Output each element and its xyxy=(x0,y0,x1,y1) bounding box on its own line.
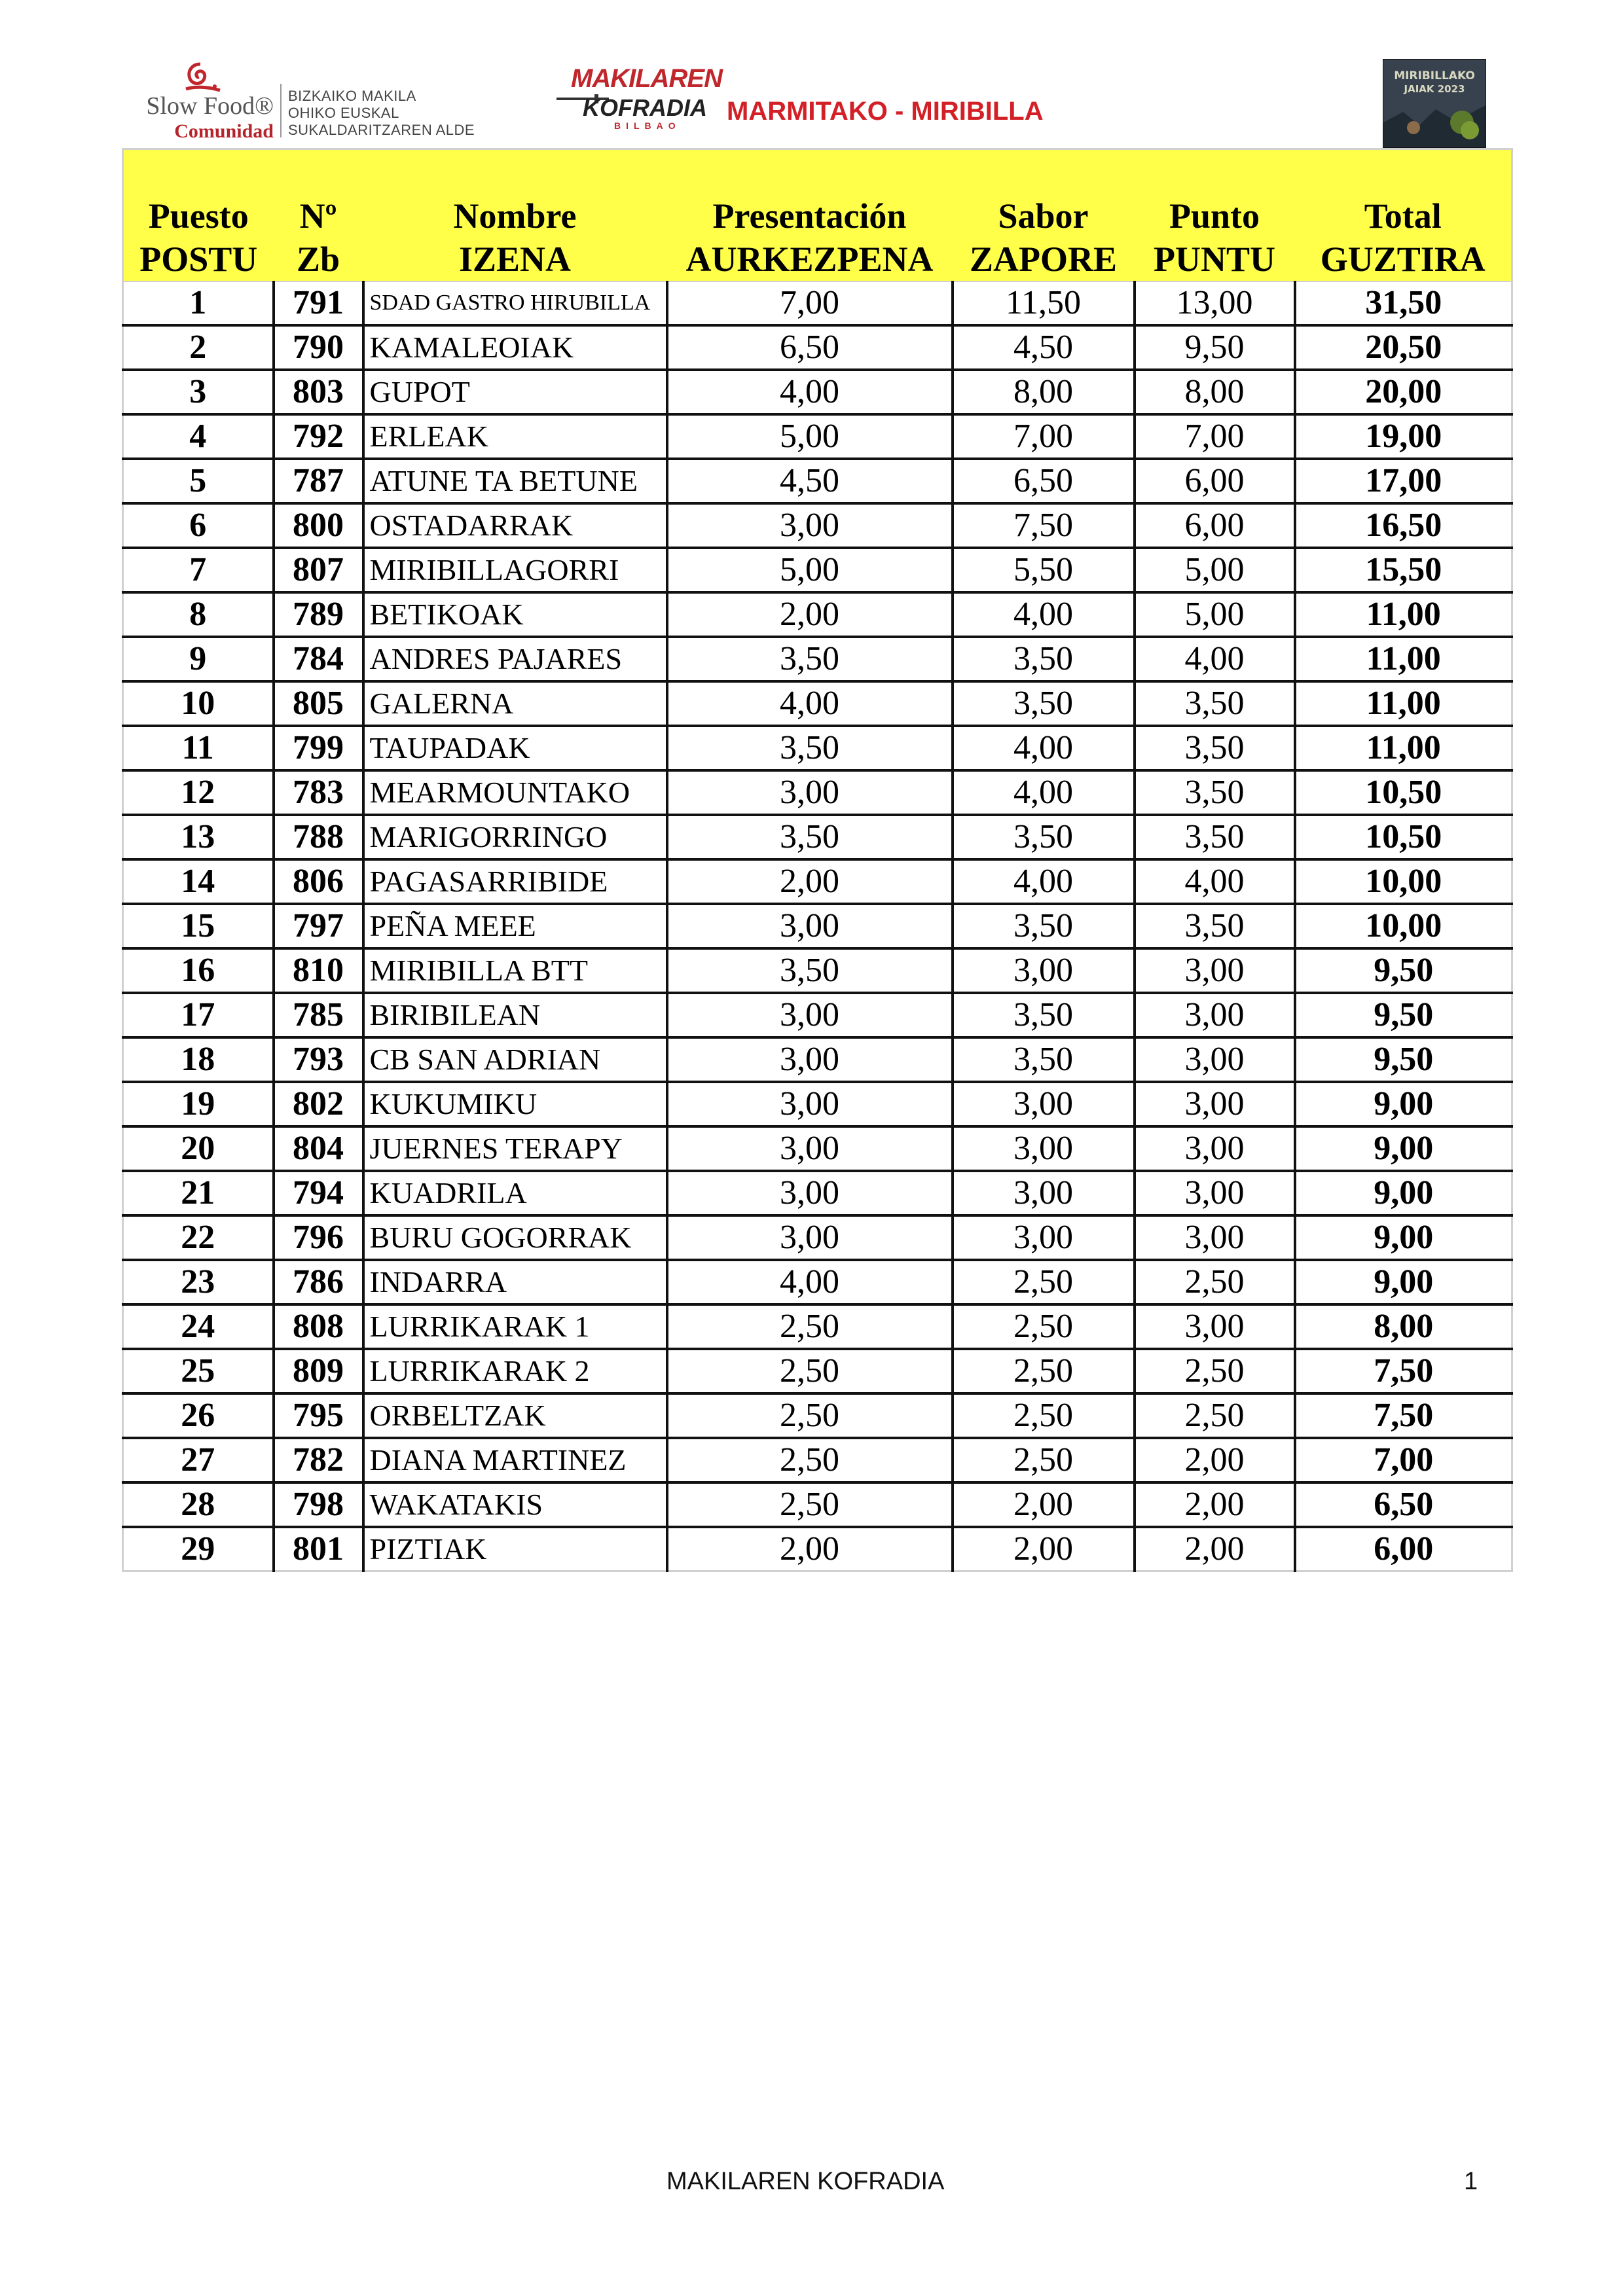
cell-position: 11 xyxy=(123,726,274,770)
cell-total: 20,00 xyxy=(1295,370,1512,414)
cell-presentation: 3,00 xyxy=(667,1082,953,1126)
cell-presentation: 7,00 xyxy=(667,281,953,325)
cell-doneness: 2,00 xyxy=(1135,1438,1295,1482)
cell-presentation: 2,00 xyxy=(667,592,953,637)
slow-food-community-text xyxy=(288,88,475,139)
cell-doneness: 3,50 xyxy=(1135,681,1295,726)
cell-doneness: 9,50 xyxy=(1135,325,1295,370)
cell-number: 796 xyxy=(274,1215,363,1260)
event-poster-graphic xyxy=(1383,60,1486,147)
cell-position: 5 xyxy=(123,459,274,503)
cell-doneness: 3,00 xyxy=(1135,993,1295,1037)
cell-flavor: 2,00 xyxy=(953,1482,1135,1527)
cell-doneness: 2,50 xyxy=(1135,1393,1295,1438)
cell-number: 803 xyxy=(274,370,363,414)
cell-flavor: 4,00 xyxy=(953,859,1135,904)
cell-team-name: PEÑA MEEE xyxy=(363,904,667,948)
cell-doneness: 3,00 xyxy=(1135,1126,1295,1171)
cell-total: 6,00 xyxy=(1295,1527,1512,1571)
community-line: OHIKO EUSKAL xyxy=(288,105,399,121)
table-row xyxy=(123,548,1512,592)
cell-number: 785 xyxy=(274,993,363,1037)
cell-doneness: 13,00 xyxy=(1135,281,1295,325)
cell-number: 801 xyxy=(274,1527,363,1571)
cell-presentation: 3,00 xyxy=(667,1126,953,1171)
cell-flavor: 3,50 xyxy=(953,993,1135,1037)
cell-team-name: MARIGORRINGO xyxy=(363,815,667,859)
cell-position: 6 xyxy=(123,503,274,548)
cell-doneness: 5,00 xyxy=(1135,592,1295,637)
cell-presentation: 3,00 xyxy=(667,904,953,948)
table-row xyxy=(123,1126,1512,1171)
cell-position: 20 xyxy=(123,1126,274,1171)
cell-team-name: PIZTIAK xyxy=(363,1527,667,1571)
table-row xyxy=(123,414,1512,459)
table-row xyxy=(123,904,1512,948)
cell-presentation: 4,50 xyxy=(667,459,953,503)
cell-total: 9,00 xyxy=(1295,1260,1512,1304)
cell-flavor: 2,00 xyxy=(953,1527,1135,1571)
cell-flavor: 7,50 xyxy=(953,503,1135,548)
cell-number: 783 xyxy=(274,770,363,815)
cell-team-name: KUKUMIKU xyxy=(363,1082,667,1126)
cell-position: 21 xyxy=(123,1171,274,1215)
cell-total: 8,00 xyxy=(1295,1304,1512,1349)
table-row xyxy=(123,859,1512,904)
cell-team-name: ANDRES PAJARES xyxy=(363,637,667,681)
cell-doneness: 3,50 xyxy=(1135,770,1295,815)
cell-doneness: 8,00 xyxy=(1135,370,1295,414)
cell-total: 16,50 xyxy=(1295,503,1512,548)
table-row xyxy=(123,281,1512,325)
cell-presentation: 3,00 xyxy=(667,770,953,815)
cell-team-name: ORBELTZAK xyxy=(363,1393,667,1438)
cell-presentation: 2,50 xyxy=(667,1438,953,1482)
cell-total: 17,00 xyxy=(1295,459,1512,503)
cell-flavor: 4,00 xyxy=(953,726,1135,770)
cell-doneness: 7,00 xyxy=(1135,414,1295,459)
cell-flavor: 2,50 xyxy=(953,1438,1135,1482)
cell-doneness: 4,00 xyxy=(1135,859,1295,904)
cell-team-name: KAMALEOIAK xyxy=(363,325,667,370)
cell-presentation: 2,50 xyxy=(667,1393,953,1438)
cell-doneness: 6,00 xyxy=(1135,459,1295,503)
cell-presentation: 3,50 xyxy=(667,637,953,681)
cell-total: 11,00 xyxy=(1295,592,1512,637)
cell-number: 807 xyxy=(274,548,363,592)
cell-team-name: MEARMOUNTAKO xyxy=(363,770,667,815)
cell-position: 17 xyxy=(123,993,274,1037)
table-row xyxy=(123,1304,1512,1349)
cell-position: 23 xyxy=(123,1260,274,1304)
cell-doneness: 4,00 xyxy=(1135,637,1295,681)
cell-position: 15 xyxy=(123,904,274,948)
cell-number: 794 xyxy=(274,1171,363,1215)
table-row xyxy=(123,1393,1512,1438)
column-header-position: Puesto POSTU xyxy=(123,149,274,282)
column-header-doneness: Punto PUNTU xyxy=(1135,149,1295,282)
cell-team-name: KUADRILA xyxy=(363,1171,667,1215)
cell-team-name: BIRIBILEAN xyxy=(363,993,667,1037)
cell-position: 27 xyxy=(123,1438,274,1482)
cell-flavor: 4,00 xyxy=(953,592,1135,637)
cell-total: 11,00 xyxy=(1295,637,1512,681)
makilaren-logo-middle: KOFRADIA xyxy=(583,94,707,121)
cell-team-name: BETIKOAK xyxy=(363,592,667,637)
cell-presentation: 2,50 xyxy=(667,1482,953,1527)
cell-presentation: 3,00 xyxy=(667,1215,953,1260)
table-row xyxy=(123,681,1512,726)
cell-total: 7,50 xyxy=(1295,1349,1512,1393)
cell-presentation: 5,00 xyxy=(667,414,953,459)
cell-team-name: JUERNES TERAPY xyxy=(363,1126,667,1171)
cell-presentation: 2,50 xyxy=(667,1349,953,1393)
cell-team-name: LURRIKARAK 1 xyxy=(363,1304,667,1349)
cell-position: 28 xyxy=(123,1482,274,1527)
table-row xyxy=(123,637,1512,681)
table-row xyxy=(123,1082,1512,1126)
table-row xyxy=(123,1438,1512,1482)
table-row xyxy=(123,1482,1512,1527)
cell-team-name: BURU GOGORRAK xyxy=(363,1215,667,1260)
cell-position: 26 xyxy=(123,1393,274,1438)
cell-total: 15,50 xyxy=(1295,548,1512,592)
cell-position: 25 xyxy=(123,1349,274,1393)
cell-position: 4 xyxy=(123,414,274,459)
cell-doneness: 3,00 xyxy=(1135,948,1295,993)
cell-presentation: 4,00 xyxy=(667,681,953,726)
cell-doneness: 3,50 xyxy=(1135,815,1295,859)
cell-number: 791 xyxy=(274,281,363,325)
cell-position: 10 xyxy=(123,681,274,726)
cell-position: 29 xyxy=(123,1527,274,1571)
cell-position: 19 xyxy=(123,1082,274,1126)
cell-team-name: GUPOT xyxy=(363,370,667,414)
cell-presentation: 3,50 xyxy=(667,815,953,859)
column-header-name: Nombre IZENA xyxy=(363,149,667,282)
cell-flavor: 3,50 xyxy=(953,637,1135,681)
cell-doneness: 2,00 xyxy=(1135,1482,1295,1527)
table-row xyxy=(123,325,1512,370)
cell-team-name: INDARRA xyxy=(363,1260,667,1304)
makilaren-logo-top: MAKILAREN xyxy=(571,64,722,93)
cell-flavor: 3,00 xyxy=(953,1171,1135,1215)
cell-position: 22 xyxy=(123,1215,274,1260)
cell-presentation: 3,00 xyxy=(667,993,953,1037)
cell-flavor: 4,00 xyxy=(953,770,1135,815)
cell-doneness: 6,00 xyxy=(1135,503,1295,548)
cell-flavor: 2,50 xyxy=(953,1393,1135,1438)
cell-total: 7,50 xyxy=(1295,1393,1512,1438)
cell-total: 10,00 xyxy=(1295,904,1512,948)
cell-doneness: 2,50 xyxy=(1135,1260,1295,1304)
cell-number: 789 xyxy=(274,592,363,637)
cell-flavor: 11,50 xyxy=(953,281,1135,325)
cell-team-name: ATUNE TA BETUNE xyxy=(363,459,667,503)
cell-number: 784 xyxy=(274,637,363,681)
cell-number: 786 xyxy=(274,1260,363,1304)
cell-presentation: 2,00 xyxy=(667,859,953,904)
cell-team-name: TAUPADAK xyxy=(363,726,667,770)
cell-number: 800 xyxy=(274,503,363,548)
cell-doneness: 3,00 xyxy=(1135,1304,1295,1349)
cell-total: 9,00 xyxy=(1295,1171,1512,1215)
community-line: BIZKAIKO MAKILA xyxy=(288,88,416,104)
cell-presentation: 2,00 xyxy=(667,1527,953,1571)
cell-position: 16 xyxy=(123,948,274,993)
cell-team-name: SDAD GASTRO HIRUBILLA xyxy=(363,281,667,325)
cell-total: 9,00 xyxy=(1295,1082,1512,1126)
column-header-number: Nº Zb xyxy=(274,149,363,282)
table-row xyxy=(123,770,1512,815)
cell-doneness: 3,00 xyxy=(1135,1171,1295,1215)
cell-number: 804 xyxy=(274,1126,363,1171)
cell-number: 802 xyxy=(274,1082,363,1126)
cell-flavor: 3,00 xyxy=(953,948,1135,993)
table-row xyxy=(123,815,1512,859)
table-row xyxy=(123,1349,1512,1393)
cell-position: 14 xyxy=(123,859,274,904)
table-row xyxy=(123,459,1512,503)
cell-doneness: 3,00 xyxy=(1135,1082,1295,1126)
event-poster-image xyxy=(1383,59,1486,148)
cell-flavor: 3,50 xyxy=(953,904,1135,948)
slow-food-subtitle: Comunidad xyxy=(174,120,274,142)
slow-food-title: Slow Food® xyxy=(146,92,274,120)
cell-presentation: 3,50 xyxy=(667,726,953,770)
column-header-total: Total GUZTIRA xyxy=(1295,149,1512,282)
cell-doneness: 3,50 xyxy=(1135,726,1295,770)
cell-flavor: 3,50 xyxy=(953,1037,1135,1082)
cell-presentation: 2,50 xyxy=(667,1304,953,1349)
makilaren-kofradia-logo xyxy=(556,63,722,135)
cell-doneness: 3,50 xyxy=(1135,904,1295,948)
cell-presentation: 3,50 xyxy=(667,948,953,993)
cell-total: 9,50 xyxy=(1295,948,1512,993)
cell-flavor: 2,50 xyxy=(953,1349,1135,1393)
cell-presentation: 3,00 xyxy=(667,1171,953,1215)
results-table xyxy=(122,148,1513,1572)
logo-divider xyxy=(280,84,282,137)
cell-position: 8 xyxy=(123,592,274,637)
table-row xyxy=(123,993,1512,1037)
column-header-presentation: Presentación AURKEZPENA xyxy=(667,149,953,282)
table-row xyxy=(123,726,1512,770)
cell-team-name: GALERNA xyxy=(363,681,667,726)
cell-position: 1 xyxy=(123,281,274,325)
svg-text:MIRIBILLAKO: MIRIBILLAKO xyxy=(1394,69,1475,82)
results-table-container xyxy=(122,148,1511,1572)
cell-position: 9 xyxy=(123,637,274,681)
cell-total: 10,50 xyxy=(1295,815,1512,859)
cell-flavor: 3,50 xyxy=(953,815,1135,859)
table-row xyxy=(123,1260,1512,1304)
cell-presentation: 3,00 xyxy=(667,503,953,548)
document-title: MARMITAKO - MIRIBILLA xyxy=(727,97,1044,126)
cell-flavor: 7,00 xyxy=(953,414,1135,459)
cell-presentation: 6,50 xyxy=(667,325,953,370)
footer-organization: MAKILAREN KOFRADIA xyxy=(666,2168,945,2195)
cell-position: 12 xyxy=(123,770,274,815)
cell-doneness: 3,00 xyxy=(1135,1215,1295,1260)
cell-flavor: 6,50 xyxy=(953,459,1135,503)
cell-team-name: DIANA MARTINEZ xyxy=(363,1438,667,1482)
table-row xyxy=(123,948,1512,993)
cell-total: 9,50 xyxy=(1295,993,1512,1037)
cell-total: 20,50 xyxy=(1295,325,1512,370)
cell-flavor: 4,50 xyxy=(953,325,1135,370)
table-row xyxy=(123,1215,1512,1260)
page-number: 1 xyxy=(1464,2168,1478,2195)
results-table-body xyxy=(123,281,1512,1571)
cell-flavor: 2,50 xyxy=(953,1304,1135,1349)
cell-flavor: 8,00 xyxy=(953,370,1135,414)
cell-team-name: PAGASARRIBIDE xyxy=(363,859,667,904)
cell-doneness: 2,50 xyxy=(1135,1349,1295,1393)
cell-number: 798 xyxy=(274,1482,363,1527)
community-line: SUKALDARITZAREN ALDE xyxy=(288,122,475,138)
table-row xyxy=(123,1037,1512,1082)
cell-total: 9,00 xyxy=(1295,1215,1512,1260)
slow-food-logo xyxy=(143,55,274,147)
cell-presentation: 4,00 xyxy=(667,370,953,414)
cell-position: 24 xyxy=(123,1304,274,1349)
cell-presentation: 5,00 xyxy=(667,548,953,592)
cell-number: 793 xyxy=(274,1037,363,1082)
cell-number: 788 xyxy=(274,815,363,859)
cell-flavor: 3,00 xyxy=(953,1082,1135,1126)
cell-flavor: 5,50 xyxy=(953,548,1135,592)
cell-number: 808 xyxy=(274,1304,363,1349)
cell-number: 795 xyxy=(274,1393,363,1438)
table-row xyxy=(123,1527,1512,1571)
cell-number: 782 xyxy=(274,1438,363,1482)
cell-position: 3 xyxy=(123,370,274,414)
cell-doneness: 2,00 xyxy=(1135,1527,1295,1571)
cell-total: 11,00 xyxy=(1295,726,1512,770)
cell-presentation: 4,00 xyxy=(667,1260,953,1304)
table-header-row xyxy=(123,149,1512,282)
table-row xyxy=(123,503,1512,548)
cell-position: 2 xyxy=(123,325,274,370)
cell-position: 18 xyxy=(123,1037,274,1082)
cell-number: 799 xyxy=(274,726,363,770)
cell-team-name: LURRIKARAK 2 xyxy=(363,1349,667,1393)
cell-position: 13 xyxy=(123,815,274,859)
cell-total: 9,00 xyxy=(1295,1126,1512,1171)
cell-team-name: WAKATAKIS xyxy=(363,1482,667,1527)
makilaren-logo-bottom: BILBAO xyxy=(614,120,681,131)
cell-team-name: MIRIBILLAGORRI xyxy=(363,548,667,592)
cell-number: 792 xyxy=(274,414,363,459)
svg-text:JAIAK 2023: JAIAK 2023 xyxy=(1404,83,1465,95)
cell-doneness: 5,00 xyxy=(1135,548,1295,592)
cell-total: 10,50 xyxy=(1295,770,1512,815)
cell-number: 806 xyxy=(274,859,363,904)
cell-doneness: 3,00 xyxy=(1135,1037,1295,1082)
cell-team-name: OSTADARRAK xyxy=(363,503,667,548)
cell-team-name: ERLEAK xyxy=(363,414,667,459)
cell-total: 19,00 xyxy=(1295,414,1512,459)
column-header-flavor: Sabor ZAPORE xyxy=(953,149,1135,282)
cell-flavor: 3,00 xyxy=(953,1215,1135,1260)
cell-number: 805 xyxy=(274,681,363,726)
table-row xyxy=(123,370,1512,414)
cell-number: 790 xyxy=(274,325,363,370)
table-row xyxy=(123,592,1512,637)
cell-total: 10,00 xyxy=(1295,859,1512,904)
cell-number: 787 xyxy=(274,459,363,503)
cell-flavor: 3,50 xyxy=(953,681,1135,726)
cell-flavor: 3,00 xyxy=(953,1126,1135,1171)
cell-position: 7 xyxy=(123,548,274,592)
cell-number: 797 xyxy=(274,904,363,948)
cell-team-name: CB SAN ADRIAN xyxy=(363,1037,667,1082)
cell-team-name: MIRIBILLA BTT xyxy=(363,948,667,993)
cell-total: 6,50 xyxy=(1295,1482,1512,1527)
cell-total: 31,50 xyxy=(1295,281,1512,325)
cell-total: 7,00 xyxy=(1295,1438,1512,1482)
cell-flavor: 2,50 xyxy=(953,1260,1135,1304)
cell-number: 809 xyxy=(274,1349,363,1393)
cell-presentation: 3,00 xyxy=(667,1037,953,1082)
table-row xyxy=(123,1171,1512,1215)
cell-total: 11,00 xyxy=(1295,681,1512,726)
cell-number: 810 xyxy=(274,948,363,993)
cell-total: 9,50 xyxy=(1295,1037,1512,1082)
